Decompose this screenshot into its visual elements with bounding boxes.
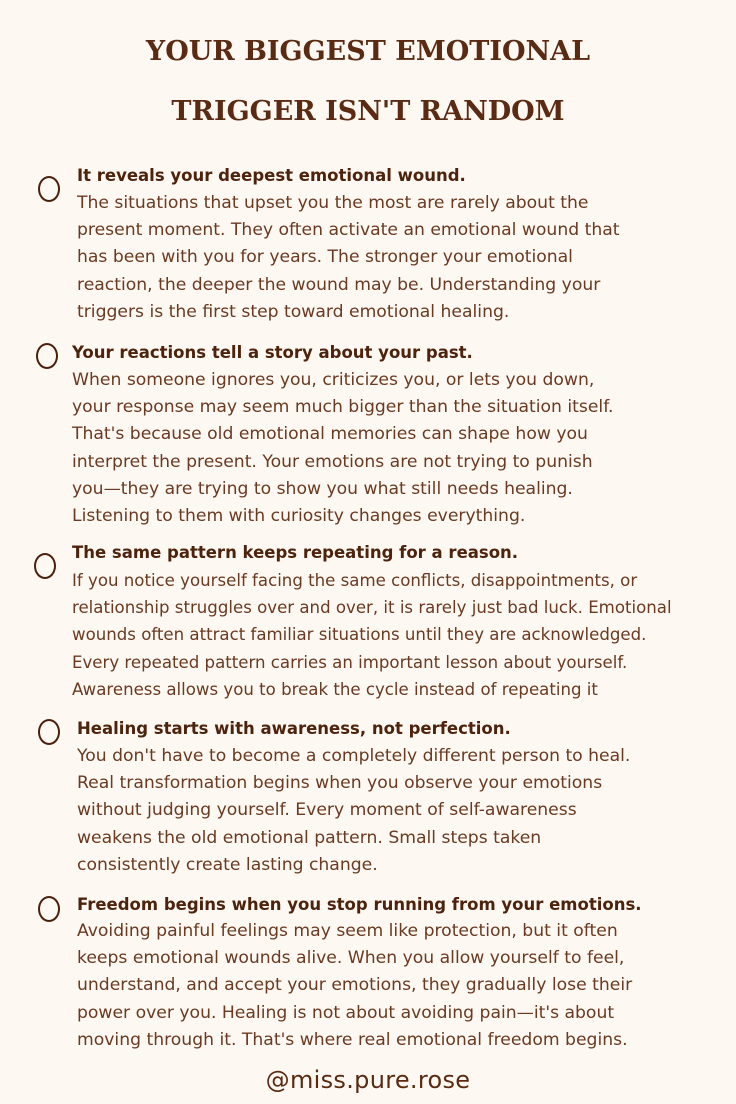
body-line: That's because old emotional memories can shape how you [72, 424, 588, 445]
page-title [0, 22, 736, 142]
body-line: wounds often attract familiar situations until they are acknowledged. [72, 625, 647, 645]
body-line: keeps emotional wounds alive. When you allow yourself to feel, [77, 948, 625, 969]
body-line: power over you. Healing is not about avoiding pain—it's about [77, 1002, 615, 1023]
body-line: interpret the present. Your emotions are not trying to punish [72, 451, 593, 472]
body-line: moving through it. That's where real emotional freedom begins. [77, 1029, 628, 1050]
body-line: When someone ignores you, criticizes you, or lets you down, [72, 370, 595, 390]
title-line-1: YOUR BIGGEST EMOTIONAL [145, 36, 591, 67]
body-line: You don't have to become a completely different person to heal. [77, 746, 631, 766]
body-line: triggers is the first step toward emotional healing. [77, 301, 510, 322]
item-heading: Freedom begins when you stop running from your emotions. [77, 895, 642, 914]
body-line: you—they are trying to show you what still needs healing. [72, 478, 573, 499]
item-body [77, 743, 630, 879]
circle-bullet-icon [36, 343, 58, 369]
body-line: present moment. They often activate an emotional wound that [77, 220, 620, 241]
item-heading: Healing starts with awareness, not perfection. [77, 719, 511, 738]
body-line: Real transformation begins when you observe your emotions [77, 773, 603, 794]
circle-bullet-icon [38, 176, 60, 202]
body-line: without judging yourself. Every moment of self-awareness [77, 800, 577, 821]
title-line-2: TRIGGER ISN'T RANDOM [171, 96, 565, 127]
body-line: your response may seem much bigger than the situation itself. [72, 397, 614, 418]
body-line: consistently create lasting change. [77, 854, 378, 875]
item-body [77, 918, 632, 1054]
item-heading: It reveals your deepest emotional wound. [77, 166, 466, 185]
item-heading: Your reactions tell a story about your past. [72, 343, 473, 362]
body-line: reaction, the deeper the wound may be. Understanding your [77, 274, 601, 295]
circle-bullet-icon [34, 553, 56, 579]
item-body [72, 567, 672, 703]
author-handle: @miss.pure.rose [265, 1066, 471, 1094]
body-line: understand, and accept your emotions, they gradually lose their [77, 975, 633, 996]
body-line: Listening to them with curiosity changes everything. [72, 506, 526, 527]
circle-bullet-icon [38, 896, 60, 922]
circle-bullet-icon [38, 719, 60, 745]
body-line: Awareness allows you to break the cycle instead of repeating it [72, 679, 598, 699]
body-line: has been with you for years. The stronger your emotional [77, 247, 573, 268]
body-line: The situations that upset you the most are rarely about the [77, 193, 589, 213]
body-line: Avoiding painful feelings may seem like protection, but it often [77, 921, 618, 941]
item-heading: The same pattern keeps repeating for a reason. [72, 543, 519, 562]
body-line: If you notice yourself facing the same conflicts, disappointments, or [72, 571, 638, 590]
item-body [72, 367, 613, 530]
body-line: relationship struggles over and over, it is rarely just bad luck. Emotional [72, 598, 672, 618]
body-line: weakens the old emotional pattern. Small steps taken [77, 827, 542, 848]
body-line: Every repeated pattern carries an important lesson about yourself. [72, 652, 628, 672]
item-body [77, 190, 620, 326]
